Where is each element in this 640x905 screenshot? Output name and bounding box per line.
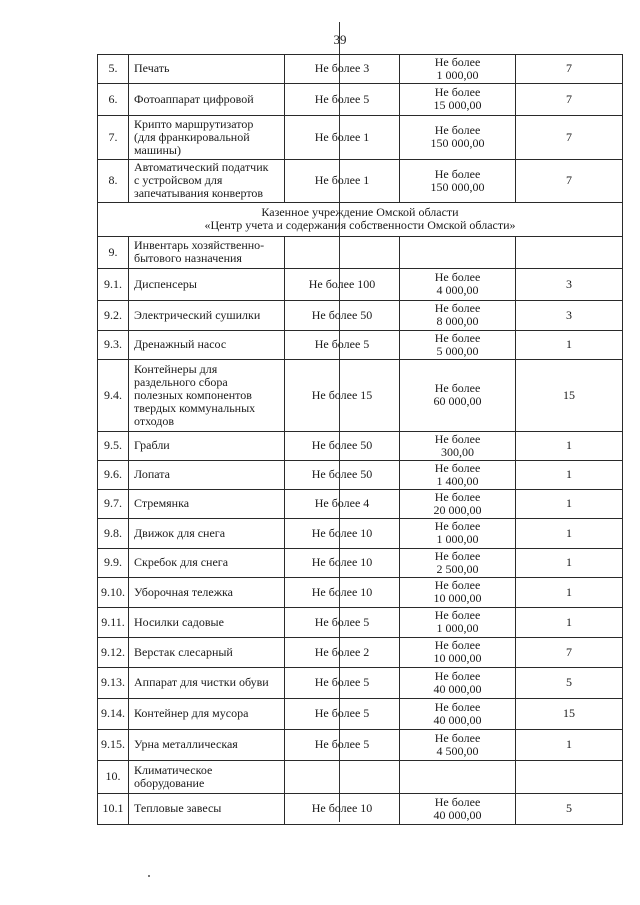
item-service-years: 7 <box>516 115 623 159</box>
item-name: Аппарат для чистки обуви <box>129 667 285 698</box>
item-quantity: Не более 10 <box>285 793 400 824</box>
empty-cell <box>400 236 516 268</box>
item-price <box>400 729 516 760</box>
table-row <box>98 667 623 698</box>
item-price-line: 1 400,00 <box>436 473 479 488</box>
item-price-line: 300,00 <box>441 444 474 459</box>
item-service-years: 1 <box>516 431 623 460</box>
row-number: 9.3. <box>98 330 129 359</box>
item-quantity: Не более 5 <box>285 667 400 698</box>
item-price <box>400 577 516 607</box>
item-name: Стремянка <box>129 489 285 518</box>
item-price-line: Не более <box>434 270 481 285</box>
row-number: 5. <box>98 55 129 84</box>
item-price-line: Не более <box>434 55 481 69</box>
item-name <box>129 359 285 431</box>
item-price-line: Не более <box>434 431 481 446</box>
item-name: Лопата <box>129 460 285 489</box>
item-name: Диспенсеры <box>129 268 285 300</box>
table-row <box>98 607 623 637</box>
table-row <box>98 729 623 760</box>
section-title-line: оборудование <box>134 775 205 790</box>
row-number: 9.6. <box>98 460 129 489</box>
item-price <box>400 330 516 359</box>
item-price-line: Не более <box>434 548 481 563</box>
item-quantity: Не более 1 <box>285 115 400 159</box>
item-price-line: 10 000,00 <box>433 591 482 606</box>
section-title-line: Инвентарь хозяйственно- <box>134 238 265 253</box>
row-number: 9.10. <box>98 577 129 607</box>
item-name <box>129 159 285 202</box>
item-service-years: 15 <box>516 698 623 729</box>
item-price-line: 40 000,00 <box>433 807 482 822</box>
item-price <box>400 489 516 518</box>
empty-cell <box>400 760 516 793</box>
item-quantity: Не более 15 <box>285 359 400 431</box>
item-price-line: 150 000,00 <box>430 179 485 194</box>
section-title-line: Климатическое <box>134 762 213 777</box>
item-name <box>129 115 285 159</box>
item-service-years: 1 <box>516 518 623 548</box>
row-number: 9.15. <box>98 729 129 760</box>
item-price-line: Не более <box>434 460 481 475</box>
item-name-line: отходов <box>134 413 175 428</box>
item-service-years: 1 <box>516 460 623 489</box>
table-row <box>98 793 623 824</box>
item-name-line: запечатывания конвертов <box>134 186 264 201</box>
item-price-line: Не более <box>434 519 481 534</box>
scan-speck <box>148 875 150 877</box>
inventory-table <box>97 54 623 825</box>
item-quantity: Не более 100 <box>285 268 400 300</box>
item-quantity: Не более 10 <box>285 577 400 607</box>
item-price <box>400 268 516 300</box>
table-row <box>98 268 623 300</box>
item-name: Дренажный насос <box>129 330 285 359</box>
item-name: Печать <box>129 55 285 84</box>
empty-cell <box>516 760 623 793</box>
item-quantity: Не более 5 <box>285 83 400 115</box>
item-quantity: Не более 50 <box>285 431 400 460</box>
item-price-line: Не более <box>434 381 481 396</box>
item-service-years: 7 <box>516 637 623 667</box>
item-price <box>400 793 516 824</box>
item-service-years: 1 <box>516 729 623 760</box>
item-price <box>400 637 516 667</box>
item-name-line: твердых коммунальных <box>134 400 256 415</box>
item-name-line: с устройсвом для <box>134 173 223 188</box>
row-number: 9.11. <box>98 607 129 637</box>
item-price-line: 1 000,00 <box>436 67 479 82</box>
row-number: 9.5. <box>98 431 129 460</box>
item-price-line: 15 000,00 <box>433 98 482 113</box>
item-price-line: Не более <box>434 578 481 593</box>
item-service-years: 7 <box>516 159 623 202</box>
item-price <box>400 607 516 637</box>
item-price <box>400 518 516 548</box>
item-name: Тепловые завесы <box>129 793 285 824</box>
item-price <box>400 300 516 330</box>
table-row <box>98 431 623 460</box>
row-number: 9.8. <box>98 518 129 548</box>
row-number: 9.12. <box>98 637 129 667</box>
item-quantity: Не более 2 <box>285 637 400 667</box>
inventory-table-body <box>98 55 623 825</box>
table-row <box>98 577 623 607</box>
table-row <box>98 460 623 489</box>
item-price-line: Не более <box>434 699 481 714</box>
row-number: 8. <box>98 159 129 202</box>
empty-cell <box>516 236 623 268</box>
item-name: Урна металлическая <box>129 729 285 760</box>
item-price-line: 10 000,00 <box>433 651 482 666</box>
item-name-line: Автоматический податчик <box>134 160 269 175</box>
item-quantity: Не более 5 <box>285 607 400 637</box>
item-price-line: Не более <box>434 489 481 504</box>
table-row <box>98 115 623 159</box>
table-row <box>98 55 623 84</box>
organization-name-line: «Центр учета и содержания собственности Омской области» <box>204 218 516 233</box>
table-row <box>98 300 623 330</box>
item-quantity: Не более 5 <box>285 729 400 760</box>
item-price <box>400 460 516 489</box>
table-row <box>98 83 623 115</box>
item-service-years: 1 <box>516 330 623 359</box>
item-price <box>400 359 516 431</box>
item-price-line: 150 000,00 <box>430 136 485 151</box>
empty-cell <box>285 760 400 793</box>
item-name-line: (для франкировальной <box>134 129 250 144</box>
item-name-line: Контейнеры для <box>134 361 218 376</box>
item-name: Скребок для снега <box>129 548 285 577</box>
item-service-years: 1 <box>516 577 623 607</box>
section-row <box>98 236 623 268</box>
item-service-years: 5 <box>516 793 623 824</box>
item-price-line: Не более <box>434 301 481 316</box>
table-row <box>98 330 623 359</box>
item-quantity: Не более 1 <box>285 159 400 202</box>
item-price-line: Не более <box>434 794 481 809</box>
table-row <box>98 359 623 431</box>
item-price-line: 2 500,00 <box>436 561 479 576</box>
item-price <box>400 667 516 698</box>
organization-header <box>98 202 623 236</box>
section-title <box>129 236 285 268</box>
item-price-line: Не более <box>434 330 481 345</box>
item-service-years: 1 <box>516 489 623 518</box>
item-service-years: 3 <box>516 268 623 300</box>
organization-header-row <box>98 202 623 236</box>
item-quantity: Не более 10 <box>285 518 400 548</box>
table-row <box>98 159 623 202</box>
item-price <box>400 159 516 202</box>
item-price <box>400 431 516 460</box>
row-number: 10.1 <box>98 793 129 824</box>
item-service-years: 1 <box>516 548 623 577</box>
item-name: Фотоаппарат цифровой <box>129 83 285 115</box>
row-number: 9.9. <box>98 548 129 577</box>
item-service-years: 7 <box>516 83 623 115</box>
section-number: 10. <box>98 760 129 793</box>
empty-cell <box>285 236 400 268</box>
section-row <box>98 760 623 793</box>
item-name: Электрический сушилки <box>129 300 285 330</box>
item-quantity: Не более 50 <box>285 300 400 330</box>
item-price <box>400 115 516 159</box>
item-name: Верстак слесарный <box>129 637 285 667</box>
item-name-line: Крипто маршрутизатор <box>134 116 254 131</box>
row-number: 9.4. <box>98 359 129 431</box>
item-name-line: машины) <box>134 142 181 157</box>
section-title <box>129 760 285 793</box>
item-price <box>400 55 516 84</box>
row-number: 9.13. <box>98 667 129 698</box>
item-quantity: Не более 50 <box>285 460 400 489</box>
item-price-line: Не более <box>434 638 481 653</box>
item-price <box>400 548 516 577</box>
item-price-line: 5 000,00 <box>436 343 479 358</box>
item-name: Движок для снега <box>129 518 285 548</box>
table-row <box>98 637 623 667</box>
item-name: Носилки садовые <box>129 607 285 637</box>
item-service-years: 5 <box>516 667 623 698</box>
item-quantity: Не более 10 <box>285 548 400 577</box>
row-number: 9.14. <box>98 698 129 729</box>
item-price-line: 60 000,00 <box>433 394 482 409</box>
table-row <box>98 518 623 548</box>
section-title-line: бытового назначения <box>134 251 242 266</box>
item-price <box>400 698 516 729</box>
item-price <box>400 83 516 115</box>
item-price-line: 20 000,00 <box>433 502 482 517</box>
item-quantity: Не более 5 <box>285 330 400 359</box>
item-quantity: Не более 3 <box>285 55 400 84</box>
item-price-line: 4 500,00 <box>436 743 479 758</box>
item-price-line: Не более <box>434 85 481 100</box>
item-price-line: 1 000,00 <box>436 621 479 636</box>
item-name: Грабли <box>129 431 285 460</box>
table-row <box>98 548 623 577</box>
table-row <box>98 698 623 729</box>
item-price-line: 1 000,00 <box>436 532 479 547</box>
organization-name-line: Казенное учреждение Омской области <box>261 205 459 220</box>
item-price-line: 40 000,00 <box>433 681 482 696</box>
section-number: 9. <box>98 236 129 268</box>
item-price-line: Не более <box>434 166 481 181</box>
item-service-years: 7 <box>516 55 623 84</box>
item-quantity: Не более 5 <box>285 698 400 729</box>
row-number: 6. <box>98 83 129 115</box>
item-name: Контейнер для мусора <box>129 698 285 729</box>
table-row <box>98 489 623 518</box>
item-service-years: 3 <box>516 300 623 330</box>
item-name: Уборочная тележка <box>129 577 285 607</box>
item-name-line: раздельного сбора <box>134 374 228 389</box>
row-number: 7. <box>98 115 129 159</box>
item-price-line: Не более <box>434 123 481 138</box>
row-number: 9.7. <box>98 489 129 518</box>
row-number: 9.1. <box>98 268 129 300</box>
item-price-line: 8 000,00 <box>436 314 479 329</box>
item-price-line: 4 000,00 <box>436 283 479 298</box>
item-service-years: 1 <box>516 607 623 637</box>
item-price-line: 40 000,00 <box>433 712 482 727</box>
page-number: 39 <box>333 32 347 47</box>
item-service-years: 15 <box>516 359 623 431</box>
item-price-line: Не более <box>434 668 481 683</box>
item-quantity: Не более 4 <box>285 489 400 518</box>
item-price-line: Не более <box>434 730 481 745</box>
item-name-line: полезных компонентов <box>134 387 252 402</box>
row-number: 9.2. <box>98 300 129 330</box>
item-price-line: Не более <box>434 608 481 623</box>
